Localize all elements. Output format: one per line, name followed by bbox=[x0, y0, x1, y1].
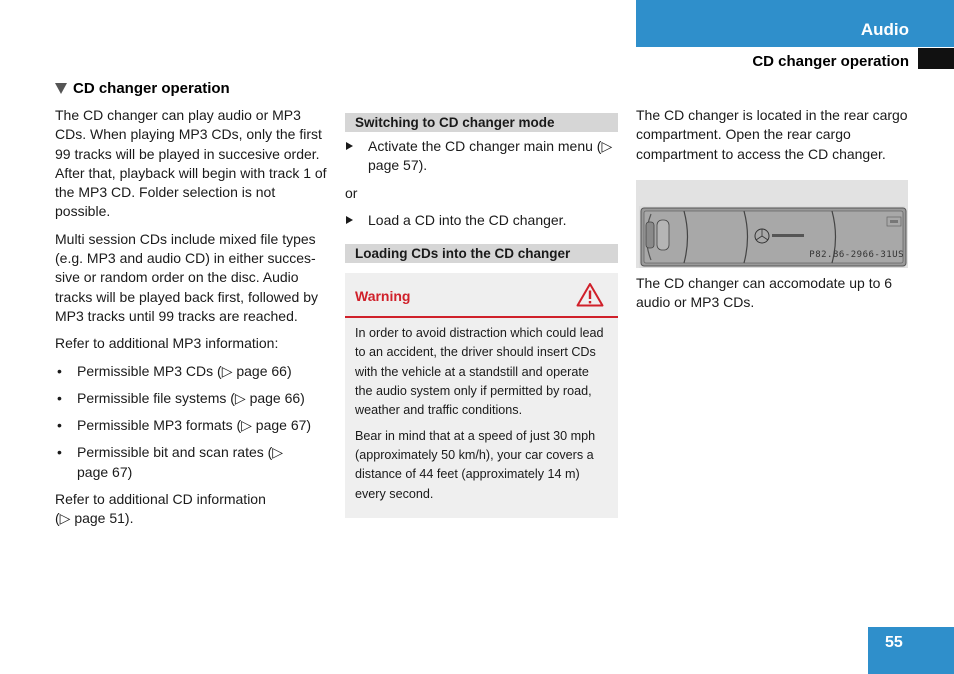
step-text: Activate the CD changer main menu (▷ page 57). bbox=[368, 138, 613, 174]
list-item[interactable]: • Permissible bit and scan rates (▷ page 67) bbox=[55, 443, 330, 482]
warning-body bbox=[345, 318, 618, 504]
warning-triangle-icon bbox=[576, 282, 604, 307]
location-paragraph: The CD changer is located in the rear cargo compartment. Open the rear cargo compartment to access the CD changer. bbox=[636, 107, 908, 162]
page-number-tab bbox=[868, 627, 954, 674]
warning-box bbox=[345, 273, 618, 518]
cd-changer-figure bbox=[636, 180, 908, 268]
step-load-cd bbox=[345, 211, 618, 230]
header-subsection-title: CD changer operation bbox=[752, 53, 909, 70]
page-number: 55 bbox=[885, 634, 903, 651]
section-title bbox=[55, 80, 230, 97]
column-right bbox=[636, 106, 908, 320]
warning-header bbox=[345, 273, 618, 318]
mp3-info-paragraph: Refer to additional MP3 information: bbox=[55, 335, 279, 352]
capacity-paragraph: The CD changer can accomodate up to 6 audio or MP3 CDs. bbox=[636, 274, 893, 311]
column-middle bbox=[345, 113, 618, 518]
loading-cds-heading: Loading CDs into the CD changer bbox=[345, 244, 618, 263]
step-text: Load a CD into the CD changer. bbox=[368, 211, 567, 228]
warning-paragraph: Bear in mind that at a speed of just 30 mph (approximately 50 km/h), your car covers a distance of 44 feet (approximately 14 m) every second. bbox=[355, 428, 596, 501]
header-section-title: Audio bbox=[860, 20, 909, 39]
warning-label: Warning bbox=[355, 288, 411, 305]
or-text: or bbox=[345, 184, 358, 201]
column-left bbox=[55, 106, 330, 537]
step-activate-menu[interactable] bbox=[345, 137, 618, 176]
header-section-tab bbox=[636, 0, 954, 47]
section-title-text: CD changer operation bbox=[73, 80, 230, 97]
list-item[interactable]: • Permissible file systems (▷ page 66) bbox=[55, 389, 330, 408]
list-item[interactable]: • Permissible MP3 formats (▷ page 67) bbox=[55, 416, 330, 435]
figure-code: P82.86-2966-31US bbox=[809, 249, 904, 260]
triangle-down-icon bbox=[55, 83, 67, 94]
mp3-info-list bbox=[55, 362, 330, 482]
arrow-right-icon bbox=[346, 216, 353, 224]
intro-paragraph: The CD changer can play audio or MP3 CDs. When playing MP3 CDs, only the first 99 tracks will be played in succesive order. After that, playback will begin with track 1 of the MP3 CD. Folder selection is not possible. bbox=[55, 107, 327, 220]
arrow-right-icon bbox=[346, 142, 353, 150]
switching-mode-heading: Switching to CD changer mode bbox=[345, 113, 618, 132]
warning-paragraph: In order to avoid distraction which could lead to an accident, the driver should insert CDs with the vehicle at a standstill and operate the audio system only if permitted by road, weather and traffic conditions. bbox=[355, 326, 604, 418]
multisession-paragraph: Multi session CDs include mixed file types (e.g. MP3 and audio CD) in either succes-sive or random order on the disc. Audio tracks will be played back first, followed by MP3 tracks until 99 tracks are reached. bbox=[55, 230, 318, 324]
cd-info-paragraph[interactable]: Refer to additional CD information (▷ page 51). bbox=[55, 491, 266, 527]
list-item[interactable]: • Permissible MP3 CDs (▷ page 66) bbox=[55, 362, 330, 381]
header-marker bbox=[918, 48, 954, 69]
